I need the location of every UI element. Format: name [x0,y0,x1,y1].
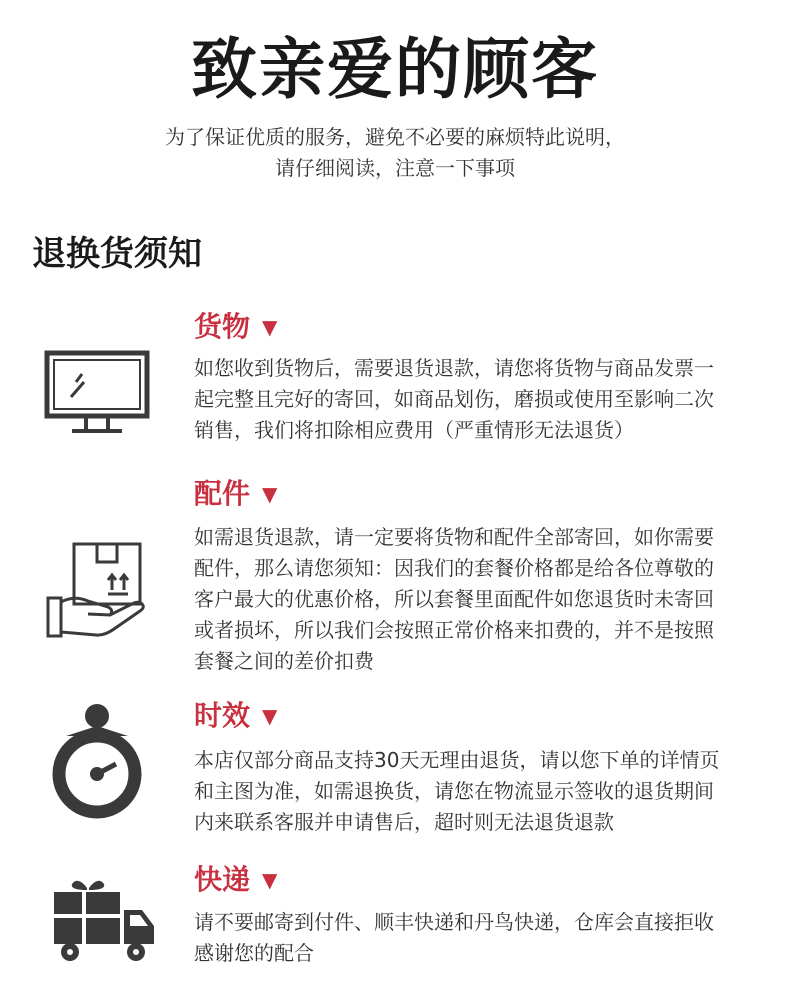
item-title-timeliness [194,698,277,734]
desc-line: 销售，我们将扣除相应费用（严重情形无法退货） [194,418,634,442]
item-title-accessories [194,476,277,512]
item-title: 时效 [194,699,251,732]
page-subtitle [0,122,790,184]
desc-line: 本店仅部分商品支持30天无理由退货，请以您下单的详情页 [194,748,720,772]
subtitle-line: 请仔细阅读，注意一下事项 [275,156,515,180]
item-desc-timeliness [194,745,779,838]
triangle-down-icon: ▼ [262,704,278,728]
item-title-express [194,862,277,898]
stopwatch-icon [48,702,146,824]
item-title-goods [194,309,277,345]
triangle-down-icon: ▼ [262,482,278,506]
desc-line: 客户最大的优惠价格，所以套餐里面配件如您退货时未寄回 [194,587,714,611]
item-desc-express [194,907,779,969]
section-title: 退换货须知 [32,234,202,274]
package-hand-icon [44,540,150,646]
desc-line: 配件，那么请您须知：因我们的套餐价格都是给各位尊敬的 [194,556,714,580]
item-title: 配件 [194,477,251,510]
item-title: 货物 [194,310,251,343]
triangle-down-icon: ▼ [262,315,278,339]
desc-line: 如您收到货物后，需要退货退款，请您将货物与商品发票一 [194,356,714,380]
item-desc-accessories [194,522,779,677]
item-desc-goods [194,353,779,446]
item-title: 快递 [194,863,251,896]
desc-line: 内来联系客服并申请售后，超时则无法退货退款 [194,810,614,834]
desc-line: 或者损坏，所以我们会按照正常价格来扣费的，并不是按照 [194,618,714,642]
desc-line: 套餐之间的差价扣费 [194,649,374,673]
subtitle-line: 为了保证优质的服务，避免不必要的麻烦特此说明， [165,125,625,149]
desc-line: 如需退货退款，请一定要将货物和配件全部寄回，如你需要 [194,525,714,549]
desc-line: 感谢您的配合 [194,941,314,965]
delivery-truck-icon [50,878,158,966]
triangle-down-icon: ▼ [262,868,278,892]
page-title: 致亲爱的顾客 [191,31,599,108]
desc-line: 起完整且完好的寄回，如商品划伤，磨损或使用至影响二次 [194,387,714,411]
desc-line: 和主图为准，如需退换货，请您在物流显示签收的退货期间 [194,779,714,803]
monitor-icon [44,350,150,436]
desc-line: 请不要邮寄到付件、顺丰快递和丹鸟快递，仓库会直接拒收 [194,910,714,934]
